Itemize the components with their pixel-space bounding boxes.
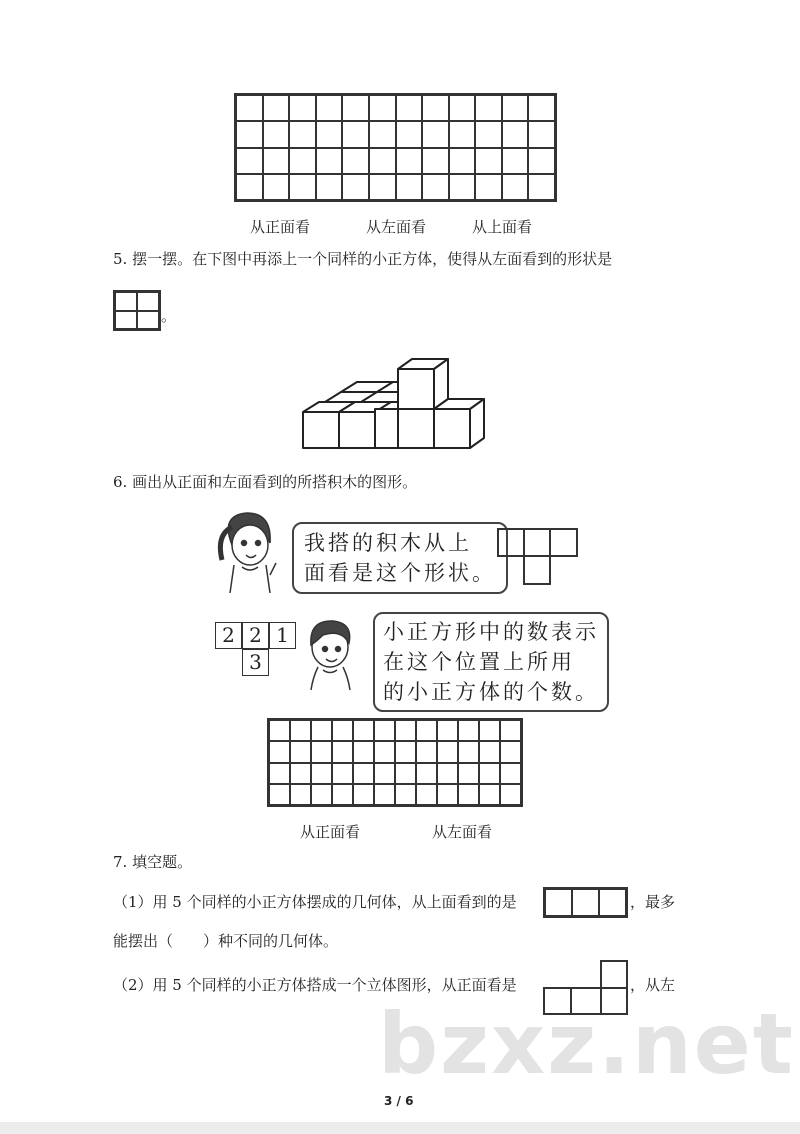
- grid-cell: [290, 720, 311, 741]
- grid-cell: [332, 720, 353, 741]
- grid-cell: [500, 784, 521, 805]
- boy-illustration: [303, 615, 358, 690]
- cube-top: [325, 392, 377, 402]
- grid-cell: [374, 763, 395, 784]
- grid-cell: [479, 720, 500, 741]
- grid-cell: [236, 95, 263, 121]
- q7-part2-cont: ，从左: [630, 976, 676, 994]
- left-view-shape-2x2: [113, 290, 161, 331]
- grid-cell: [369, 174, 396, 200]
- page-bottom-bar: [0, 1122, 800, 1134]
- grid-cell: [369, 95, 396, 121]
- grid-cell: [269, 784, 290, 805]
- q5-suffix: 。: [161, 307, 177, 325]
- top-view-1x3: [543, 887, 628, 918]
- cube-front: [303, 412, 339, 448]
- grid-cell: [395, 720, 416, 741]
- q7-part1-blank-line[interactable]: 能摆出（ ）种不同的几何体。: [113, 932, 339, 950]
- q7-part1-cont: ，最多: [630, 893, 676, 911]
- grid-cell: [458, 784, 479, 805]
- grid-cell: [332, 763, 353, 784]
- grid-cell: [369, 148, 396, 174]
- grid-cell: [502, 174, 529, 200]
- q7-part1-text: （1）用 5 个同样的小正方体摆成的几何体，从上面看到的是: [113, 893, 517, 911]
- grid-cell: [416, 720, 437, 741]
- grid-cell: [289, 95, 316, 121]
- grid-cell: [416, 784, 437, 805]
- grid-cell: [475, 121, 502, 147]
- grid-cell: [332, 741, 353, 762]
- label-left-view: 从左面看: [432, 823, 493, 841]
- grid-cell: [502, 95, 529, 121]
- answer-grid-q4: [234, 93, 557, 202]
- question-7-title: 7. 填空题。: [113, 853, 193, 871]
- grid-cell: [263, 95, 290, 121]
- grid-cell: [502, 148, 529, 174]
- grid-cell: [342, 121, 369, 147]
- grid-cell: [449, 95, 476, 121]
- grid-cell: [374, 784, 395, 805]
- grid-cell: [263, 121, 290, 147]
- grid-cell: [500, 763, 521, 784]
- grid-cell: [395, 741, 416, 762]
- grid-cell: [236, 174, 263, 200]
- grid-cell: [290, 763, 311, 784]
- speech-line: 面看是这个形状。: [304, 561, 496, 585]
- cube-upper-front: [398, 369, 434, 409]
- grid-cell: [422, 121, 449, 147]
- count-cell: 3: [242, 649, 269, 676]
- question-5-text: 5. 摆一摆。在下图中再添上一个同样的小正方体，使得从左面看到的形状是: [113, 250, 613, 268]
- top-view-cell: [497, 528, 525, 557]
- grid-cell: [332, 784, 353, 805]
- grid-cell: [236, 148, 263, 174]
- grid-cell: [449, 121, 476, 147]
- grid-cell: [290, 741, 311, 762]
- grid-cell: [263, 174, 290, 200]
- grid-cell: [353, 720, 374, 741]
- grid-cell: [422, 148, 449, 174]
- grid-cell: [502, 121, 529, 147]
- grid-cell: [290, 784, 311, 805]
- label-front-view: 从正面看: [300, 823, 361, 841]
- label-front-view: 从正面看: [250, 218, 311, 236]
- grid-cell: [422, 174, 449, 200]
- grid-cell: [437, 720, 458, 741]
- grid-cell: [437, 741, 458, 762]
- grid-cell: [342, 95, 369, 121]
- grid-cell: [316, 174, 343, 200]
- count-cell: 2: [242, 622, 269, 649]
- cube-front: [339, 412, 375, 448]
- grid-cell: [396, 95, 423, 121]
- top-view-cell: [523, 555, 551, 585]
- grid-cell: [416, 763, 437, 784]
- grid-cell: [369, 121, 396, 147]
- grid-cell: [263, 148, 290, 174]
- grid-cell: [289, 174, 316, 200]
- grid-cell: [374, 720, 395, 741]
- grid-cell: [316, 148, 343, 174]
- grid-cell: [422, 95, 449, 121]
- grid-cell: [528, 121, 555, 147]
- grid-cell: [416, 741, 437, 762]
- grid-cell: [353, 763, 374, 784]
- grid-cell: [396, 174, 423, 200]
- speech-line: 在这个位置上所用: [383, 650, 575, 674]
- girl-speech-bubble: [292, 522, 508, 594]
- grid-cell: [395, 784, 416, 805]
- grid-cell: [316, 95, 343, 121]
- grid-cell: [449, 148, 476, 174]
- grid-cell: [236, 121, 263, 147]
- label-top-view: 从上面看: [472, 218, 533, 236]
- front-view-cell: [600, 960, 628, 989]
- grid-cell: [437, 763, 458, 784]
- grid-cell: [311, 784, 332, 805]
- grid-cell: [353, 784, 374, 805]
- cube-front: [375, 409, 398, 448]
- label-left-view: 从左面看: [366, 218, 427, 236]
- count-cell: 2: [215, 622, 242, 649]
- grid-cell: [269, 741, 290, 762]
- cube-side: [470, 399, 484, 448]
- grid-cell: [458, 763, 479, 784]
- grid-cell: [437, 784, 458, 805]
- top-view-cell: [549, 528, 578, 557]
- cube-stack-figure: [295, 350, 505, 455]
- grid-cell: [311, 741, 332, 762]
- grid-cell: [475, 174, 502, 200]
- grid-cell: [528, 174, 555, 200]
- grid-cell: [479, 784, 500, 805]
- watermark: bzxz.net: [378, 995, 795, 1093]
- grid-cell: [458, 720, 479, 741]
- answer-grid-q6: [267, 718, 523, 807]
- cube-front: [398, 409, 434, 448]
- boy-speech-bubble: [373, 612, 609, 712]
- grid-cell: [500, 741, 521, 762]
- top-view-cell: [523, 528, 551, 557]
- girl-illustration: [212, 505, 282, 593]
- grid-cell: [528, 95, 555, 121]
- grid-cell: [342, 174, 369, 200]
- grid-cell: [342, 148, 369, 174]
- page-number: 3 / 6: [384, 1094, 414, 1108]
- grid-cell: [289, 121, 316, 147]
- grid-cell: [475, 95, 502, 121]
- grid-cell: [374, 741, 395, 762]
- grid-cell: [500, 720, 521, 741]
- grid-cell: [475, 148, 502, 174]
- grid-cell: [479, 763, 500, 784]
- grid-cell: [269, 763, 290, 784]
- grid-cell: [395, 763, 416, 784]
- grid-cell: [269, 720, 290, 741]
- grid-cell: [316, 121, 343, 147]
- speech-line: 的小正方体的个数。: [383, 680, 599, 704]
- q7-part2-text: （2）用 5 个同样的小正方体搭成一个立体图形，从正面看是: [113, 976, 517, 994]
- speech-line: 小正方形中的数表示: [383, 620, 599, 644]
- grid-cell: [311, 720, 332, 741]
- cube-front: [434, 409, 470, 448]
- question-6-text: 6. 画出从正面和左面看到的所搭积木的图形。: [113, 473, 418, 491]
- speech-line: 我搭的积木从上: [304, 531, 472, 555]
- grid-cell: [479, 741, 500, 762]
- grid-cell: [311, 763, 332, 784]
- grid-cell: [396, 148, 423, 174]
- grid-cell: [353, 741, 374, 762]
- grid-cell: [449, 174, 476, 200]
- grid-cell: [528, 148, 555, 174]
- grid-cell: [289, 148, 316, 174]
- count-cell: 1: [269, 622, 296, 649]
- grid-cell: [396, 121, 423, 147]
- grid-cell: [458, 741, 479, 762]
